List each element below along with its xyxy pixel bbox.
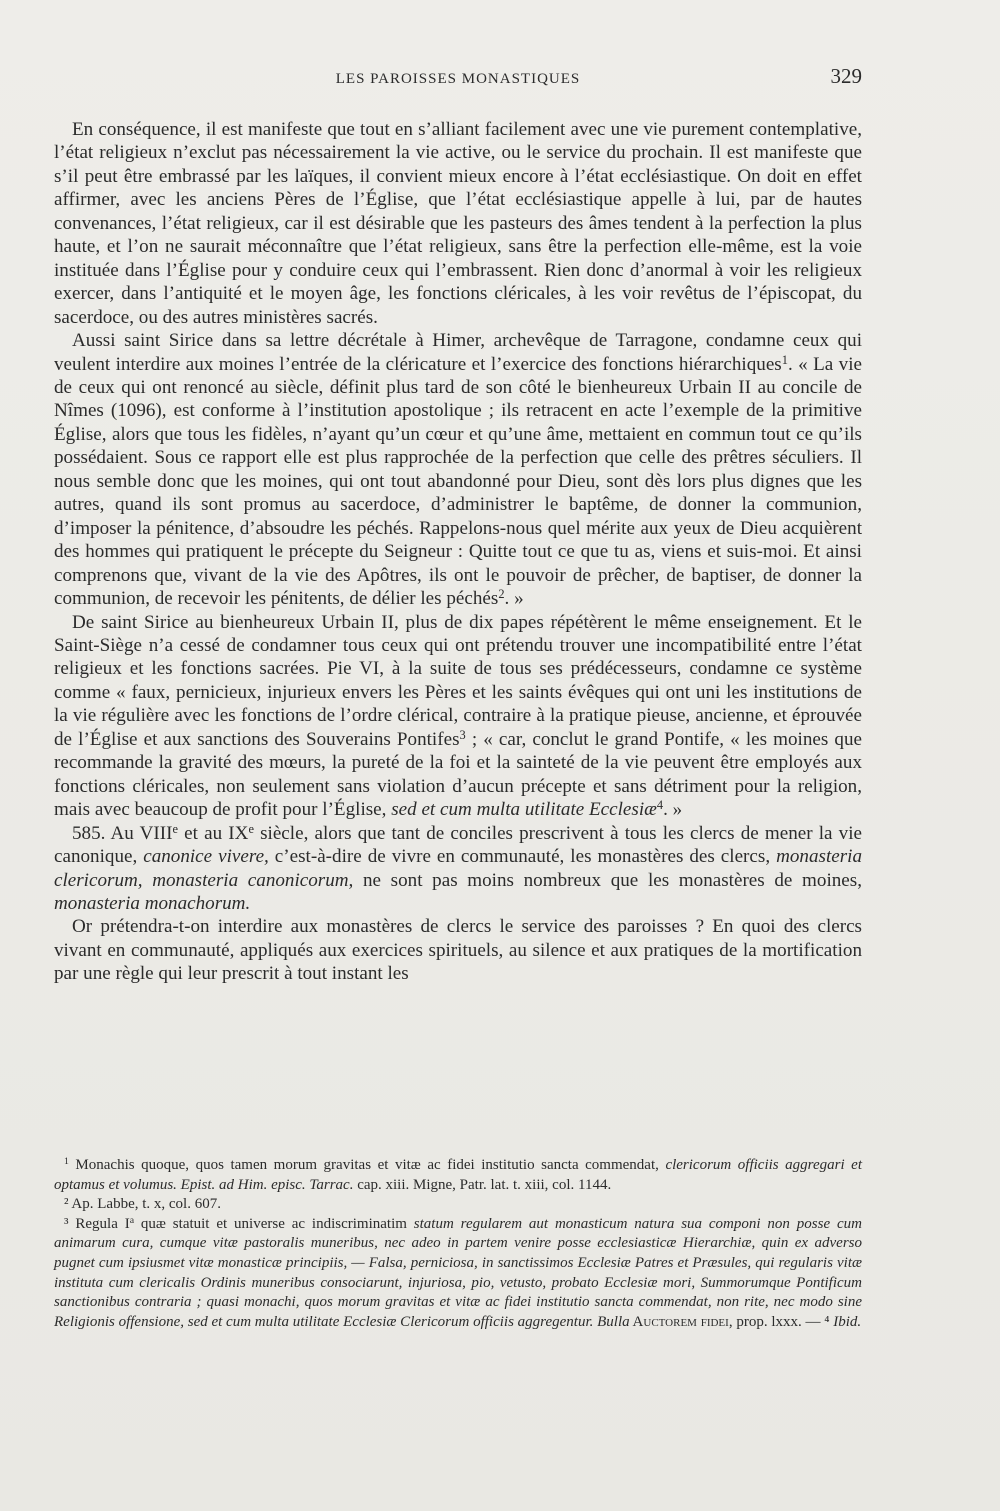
footnote-ref-4: 4: [656, 797, 664, 812]
footnote-1: [54, 1156, 862, 1195]
paragraph-4-text-e: ne sont pas moins nombreux que les monastères de moines,: [353, 869, 862, 891]
footnote-1-latin: clericorum officiis aggregari et optamus et volumus. Epist. ad Him. episc. Tarrac.: [54, 1157, 862, 1193]
paragraph-5: [54, 915, 862, 985]
footnote-3-number: ³: [64, 1215, 69, 1232]
body-text: [54, 118, 862, 986]
paragraph-1: [54, 118, 862, 329]
paragraph-3-text-c: . »: [663, 799, 683, 821]
paragraph-4-text-a: 585. Au VIII: [72, 822, 173, 844]
paragraph-3-text-b: ; « car, conclut le grand Pontife, « les moines que recommande la gravité des mœurs, la pureté de la foi et la sainteté de la vie peuvent être employés aux fonctions cléricales, non seulement sans violation d’aucun précepte et sans détriment pour la religion, mais avec beaucoup de profit pour l’Église,: [54, 728, 863, 821]
footnote-3-latin: statum regularem aut monasticum natura sua componi non posse cum animarum cura, cumque vitæ pastoralis muneribus, nec adeo in partem venire posse ecclesiasticæ Hierarchiæ, quin ex adverso pugnet cum ipsiusmet vitæ monasticæ principiis, — Falsa, perniciosa, in sanctissimos Ecclesiæ Patres et Præsules, qui regularis vitæ instituta cum clericalis Ordinis muneribus consociarunt, injuriosa, pio, vetusto, probato Ecclesiæ mori, Summorumque Pontificum sanctionibus contraria ; quasi monachi, quos morum gravitas et vitæ ac fidei institutio sancta commendat, non rite, nec modo sine Religionis offensione, sed et cum multa utilitate Ecclesiæ Clericorum officiis aggregentur. Bulla: [54, 1215, 862, 1330]
paragraph-4-text-c: siècle, alors que tant de conciles prescrivent à tous les clercs de mener la vie canonique,: [54, 822, 862, 868]
paragraph-2: [54, 329, 862, 610]
paragraph-4-latin-2: monasteria clericorum, monasteria canonicorum,: [54, 846, 863, 891]
footnote-ref-1: 1: [781, 352, 788, 367]
footnote-3-superscript: a: [129, 1214, 135, 1226]
paragraph-4: [54, 822, 862, 916]
paragraph-3-latin: sed et cum multa utilitate Ecclesiæ: [391, 799, 657, 821]
paragraph-3-text-a: De saint Sirice au bienheureux Urbain II, plus de dix papes répétèrent le même enseignement. Et le Saint-Siège n’a cessé de condamner tous ceux qui ont prétendu trouver une incompatibilité entre l’état religieux et les fonctions sacrées. Pie VI, à la suite de tous ses prédécesseurs, condamne ce système comme « faux, pernicieux, injurieux envers les Pères et les saints évêques qui ont uni les institutions de la vie régulière avec les fonctions de l’ordre clérical, contraire à la pratique pieuse, ancienne, et éprouvée de l’Église et aux sanctions des Souverains Pontifes: [54, 611, 862, 750]
footnote-1-text-b: cap. xiii. Migne, Patr. lat. t. xiii, col. 1144.: [353, 1176, 612, 1193]
footnote-3-bull-name: Auctorem fidei,: [629, 1313, 733, 1330]
page-number: 329: [830, 64, 862, 88]
paragraph-4-text-b: et au IX: [178, 822, 249, 844]
footnote-ref-2: 2: [498, 586, 505, 601]
page-header: [54, 62, 862, 92]
paragraph-4-text-d: c’est-à-dire de vivre en communauté, les monastères des clercs,: [268, 846, 777, 868]
paragraph-2-text-c: . »: [504, 588, 524, 610]
footnote-ref-3: 3: [459, 727, 466, 742]
footnote-3: [54, 1215, 862, 1333]
paragraph-1-text: En conséquence, il est manifeste que tout en s’alliant facilement avec une vie purement contemplative, l’état religieux n’exclut pas nécessairement la vie active, ou le service du prochain. Il est manifeste que s’il peut être embrassé par les laïques, il convient mieux encore à l’état ecclésiastique. On doit en effet affirmer, avec les anciens Pères de l’Église, que l’état ecclésiastique appelle à lui, par de hautes convenances, l’état religieux, car il est désirable que les pasteurs des âmes tendent à la perfection la plus haute, et l’on ne saurait méconnaître que l’état religieux, sans être la perfection elle-même, est la voie instituée dans l’Église pour y conduire ceux qui l’embrassent. Rien donc d’anormal à voir les religieux exercer, dans l’antiquité et le moyen âge, les fonctions cléricales, à les voir revêtus de l’épiscopat, du sacerdoce, ou des autres ministères sacrés.: [54, 119, 862, 328]
footnote-3-text-c: prop. lxxx. —: [732, 1313, 825, 1330]
footnote-3-text-b: quæ statuit et universe ac indiscriminatim: [134, 1215, 414, 1232]
paragraph-2-text-b: . « La vie de ceux qui ont renoncé au siècle, définit plus tard de son côté le bienheureux Urbain II au concile de Nîmes (1096), est conforme à l’institution apostolique ; ils retracent en acte l’exemple de la primitive Église, alors que tous les fidèles, n’ayant qu’un cœur et qu’une âme, mettaient en commun tout ce qu’ils possédaient. Sous ce rapport elle est plus rapprochée de la perfection que celle des prêtres séculiers. Il nous semble donc que les moines, qui ont tout abandonné pour Dieu, sont dès lors plus dignes que les autres, quand ils sont promus au sacerdoce, d’administrer le baptême, de donner la communion, d’imposer la pénitence, d’absoudre les péchés. Rappelons-nous quel mérite aux yeux de Dieu acquièrent des hommes qui pratiquent le précepte du Seigneur : Quitte tout ce que tu as, viens et suis-moi. Et ainsi comprenons que, vivant de la vie des Apôtres, ils ont le pouvoir de prêcher, de baptiser, de donner la communion, de recevoir les pénitents, de délier les péchés: [54, 353, 862, 610]
paragraph-4-latin-3: monasteria monachorum.: [54, 892, 251, 914]
paragraph-5-text: Or prétendra-t-on interdire aux monastères de clercs le service des paroisses ? En quoi des clercs vivant en communauté, appliqués aux exercices spirituels, au silence et aux pratiques de la mortification par une règle qui leur prescrit à tout instant les: [54, 916, 862, 985]
footnotes: [54, 1156, 862, 1332]
paragraph-3: [54, 611, 862, 822]
superscript-e-2: e: [248, 821, 254, 836]
footnote-1-number: 1: [64, 1156, 69, 1168]
paragraph-4-latin-1: canonice vivere,: [143, 846, 269, 868]
footnote-4-text: Ibid.: [829, 1313, 862, 1330]
footnote-1-text-a: Monachis quoque, quos tamen morum gravitas et vitæ ac fidei institutio sancta commendat,: [68, 1157, 666, 1173]
running-title: LES PAROISSES MONASTIQUES: [335, 71, 581, 87]
footnote-2-text: ² Ap. Labbe, t. x, col. 607.: [64, 1196, 221, 1213]
footnote-2: [54, 1195, 862, 1215]
footnote-4-number: ⁴: [824, 1313, 830, 1330]
paragraph-2-text-a: Aussi saint Sirice dans sa lettre décrétale à Himer, archevêque de Tarragone, condamne ceux qui veulent interdire aux moines l’entrée de la cléricature et l’exercice des fonctions hiérarchiques: [54, 330, 862, 375]
footnote-3-text-a: Regula I: [68, 1215, 130, 1232]
superscript-e-1: e: [172, 821, 179, 836]
